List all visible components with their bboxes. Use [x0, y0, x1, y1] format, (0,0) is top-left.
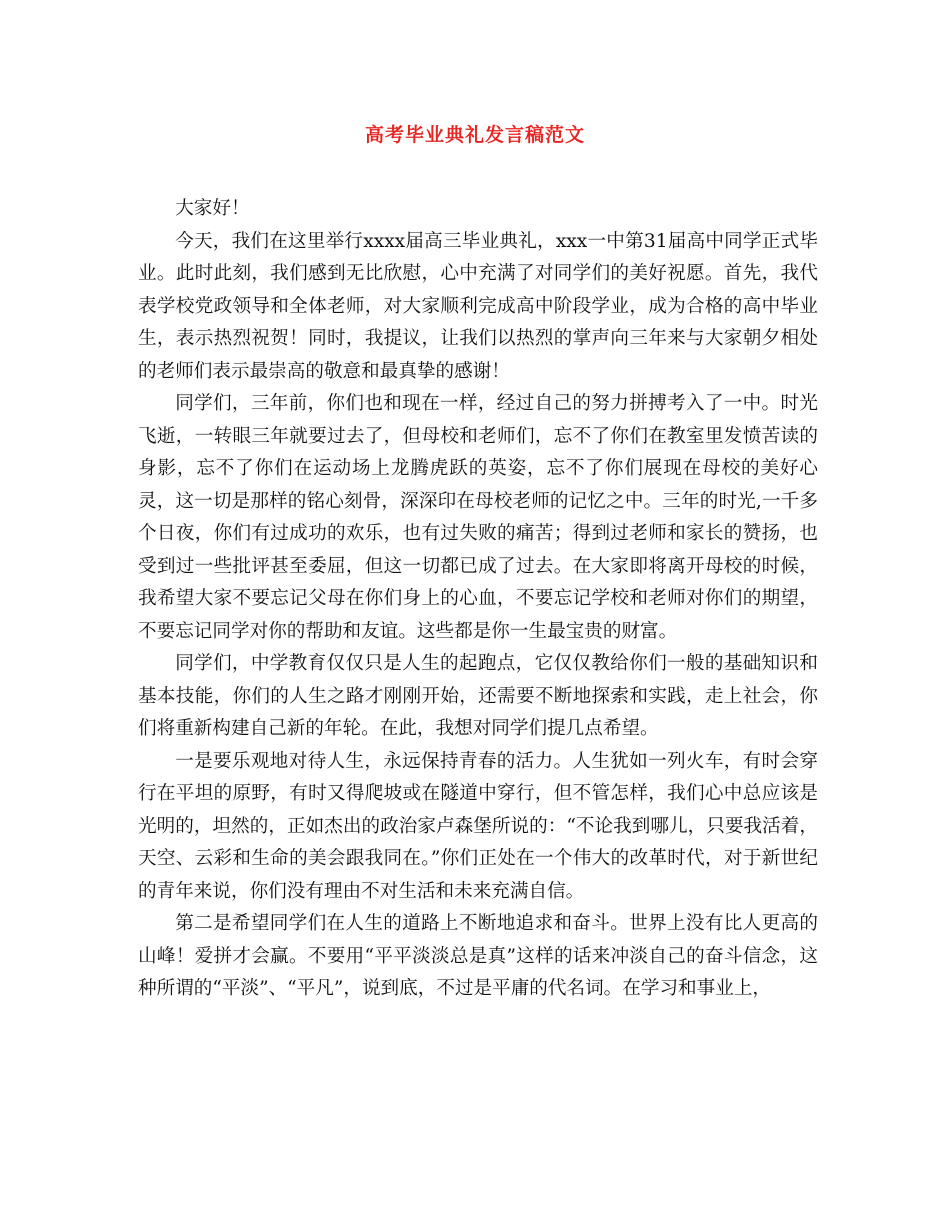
paragraph: 同学们，三年前，你们也和现在一样，经过自己的努力拼搏考入了一中。时光飞逝，一转眼三年就要过去了，但母校和老师们，忘不了你们在教室里发愤苦读的身影，忘不了你们在运动场上龙腾虎跃的英姿，忘不了你们展现在母校的美好心灵，这一切是那样的铭心刻骨，深深印在母校老师的记忆之中。三年的时光,一千多个日夜，你们有过成功的欢乐，也有过失败的痛苦；得到过老师和家长的赞扬，也受到过一些批评甚至委屈，但这一切都已成了过去。在大家即将离开母校的时候，我希望大家不要忘记父母在你们身上的心血，不要忘记学校和老师对你们的期望，不要忘记同学对你的帮助和友谊。这些都是你一生最宝贵的财富。	[138, 393, 818, 642]
paragraph: 第二是希望同学们在人生的道路上不断地追求和奋斗。世界上没有比人更高的山峰！爱拼才会赢。不要用“平平淡淡总是真”这样的话来冲淡自己的奋斗信念，这种所谓的“平淡”、“平凡”，说到底，不过是平庸的代名词。在学习和事业上，	[138, 913, 818, 999]
paragraph-greeting: 大家好！	[175, 198, 250, 219]
paragraph: 今天，我们在这里举行xxxx届高三毕业典礼，xxx一中第31届高中同学正式毕业。此时此刻，我们感到无比欣慰，心中充满了对同学们的美好祝愿。首先，我代表学校党政领导和全体老师，对大家顺利完成高中阶段学业，成为合格的高中毕业生，表示热烈祝贺！同时，我提议，让我们以热烈的掌声向三年来与大家朝夕相处的老师们表示最崇高的敬意和最真挚的感谢！	[138, 230, 818, 382]
document-title: 高考毕业典礼发言稿范文	[364, 124, 585, 146]
paragraph: 一是要乐观地对待人生，永远保持青春的活力。人生犹如一列火车，有时会穿行在平坦的原野，有时又得爬坡或在隧道中穿行，但不管怎样，我们心中总应该是光明的，坦然的，正如杰出的政治家卢森堡所说的：“不论我到哪儿，只要我活着，天空、云彩和生命的美会跟我同在。”你们正处在一个伟大的改革时代，对于新世纪的青年来说，你们没有理由不对生活和未来充满自信。	[138, 750, 818, 902]
paragraph: 同学们，中学教育仅仅只是人生的起跑点，它仅仅教给你们一般的基础知识和基本技能，你们的人生之路才刚刚开始，还需要不断地探索和实践，走上社会，你们将重新构建自己新的年轮。在此，我想对同学们提几点希望。	[138, 653, 818, 739]
document-body	[138, 193, 818, 1006]
